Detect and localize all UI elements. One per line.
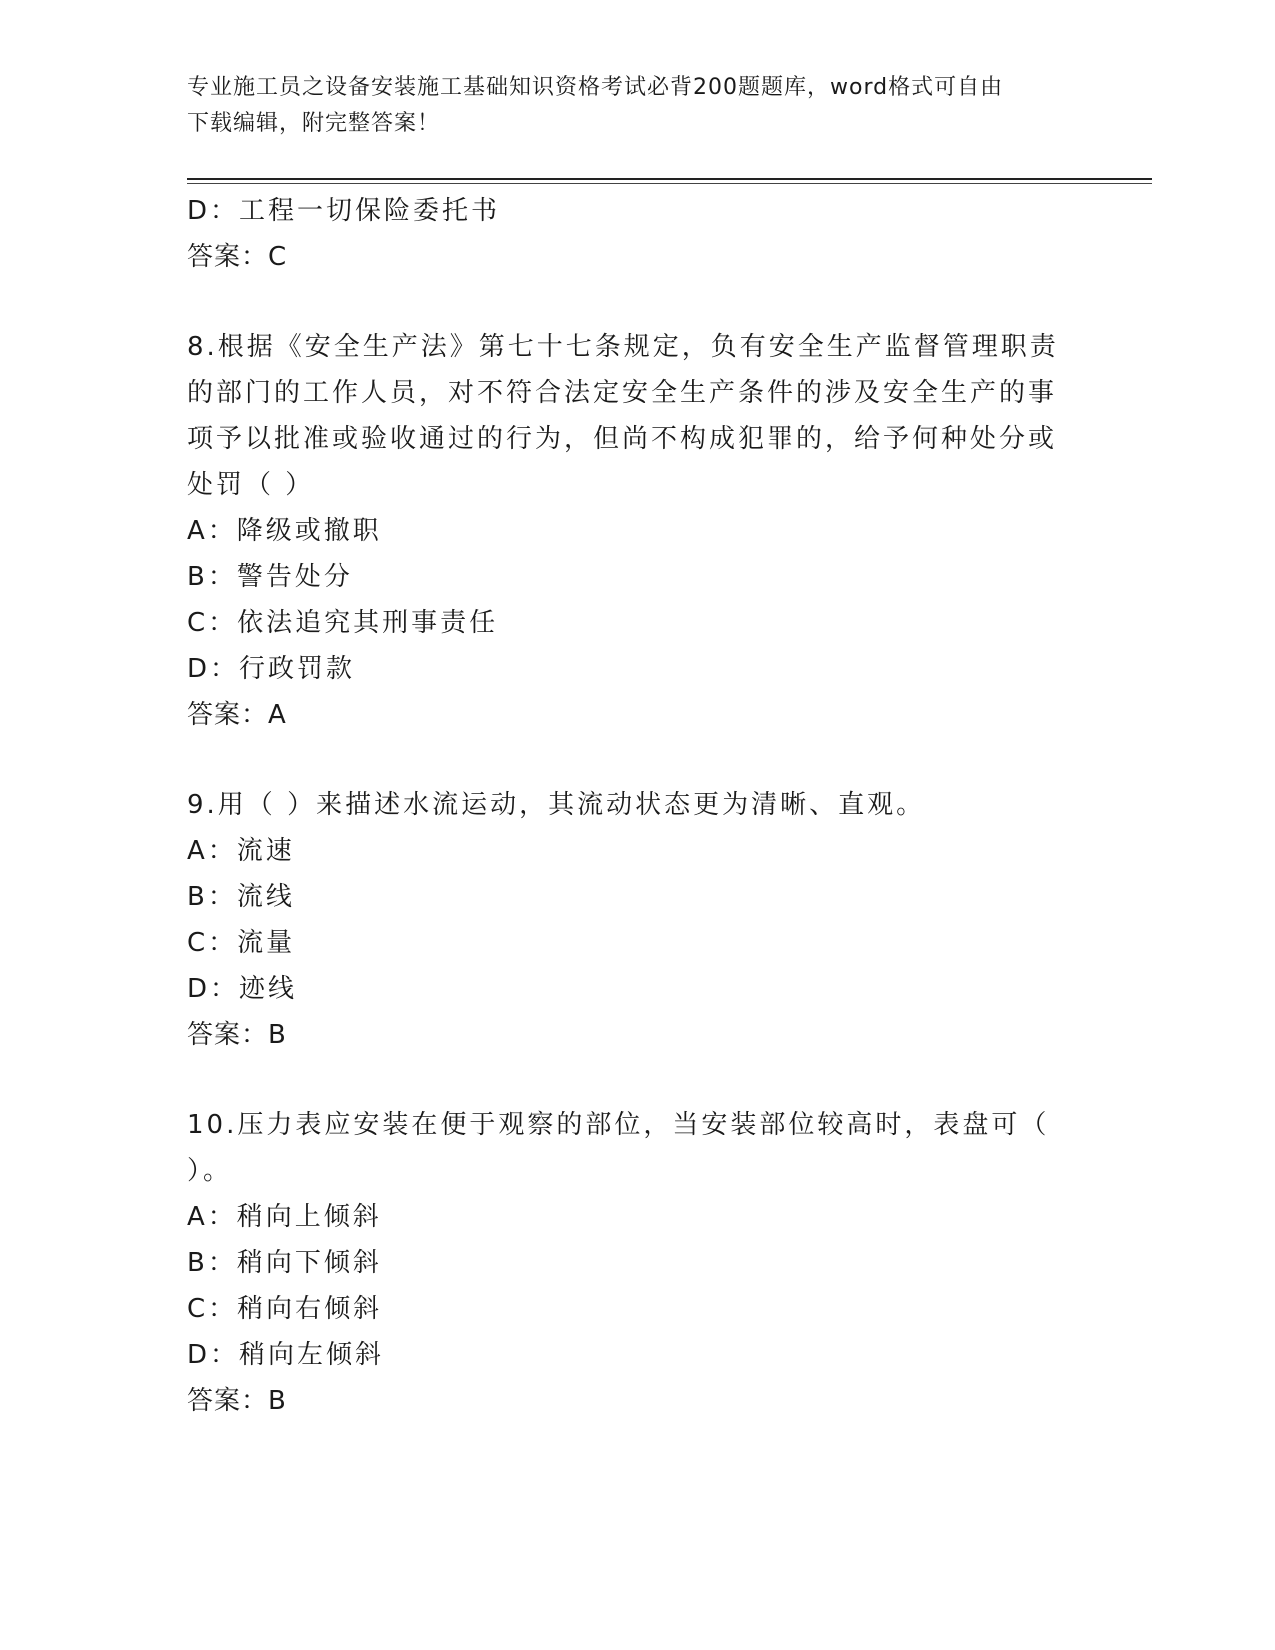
question-10 [187, 1102, 1067, 1424]
question-text-line: 10.压力表应安装在便于观察的部位，当安装部位较高时，表盘可（ [187, 1110, 1050, 1140]
question-text-line: 9.用（ ）来描述水流运动，其流动状态更为清晰、直观。 [187, 790, 926, 820]
answer-line: 答案：C [187, 242, 288, 272]
question-text-line: 的部门的工作人员，对不符合法定安全生产条件的涉及安全生产的事 [187, 378, 1058, 408]
question-text-line: ）。 [187, 1156, 233, 1186]
option-c: C：依法追究其刑事责任 [187, 608, 499, 638]
answer-line: 答案：B [187, 1020, 287, 1050]
option-d: D：工程一切保险委托书 [187, 196, 501, 226]
spacer [187, 738, 1067, 782]
document-header [187, 70, 1067, 142]
spacer [187, 1058, 1067, 1102]
option-a: A：降级或撤职 [187, 516, 382, 546]
header-divider-thin [187, 183, 1152, 184]
question-8 [187, 324, 1067, 738]
option-c: C：流量 [187, 928, 296, 958]
question-text-line: 处罚（ ） [187, 470, 315, 500]
answer-line: 答案：A [187, 700, 287, 730]
header-title-line-2: 下载编辑，附完整答案！ [187, 111, 441, 136]
option-b: B：警告处分 [187, 562, 353, 592]
question-content [187, 188, 1067, 1424]
option-a: A：稍向上倾斜 [187, 1202, 382, 1232]
option-d: D：行政罚款 [187, 654, 356, 684]
option-d: D：迹线 [187, 974, 298, 1004]
spacer [187, 280, 1067, 324]
option-c: C：稍向右倾斜 [187, 1294, 383, 1324]
question-text-line: 8.根据《安全生产法》第七十七条规定，负有安全生产监督管理职责 [187, 332, 1059, 362]
answer-line: 答案：B [187, 1386, 287, 1416]
option-b: B：稍向下倾斜 [187, 1248, 382, 1278]
previous-question-tail [187, 188, 1067, 280]
option-b: B：流线 [187, 882, 295, 912]
header-divider-thick [187, 178, 1152, 180]
option-a: A：流速 [187, 836, 295, 866]
question-text-line: 项予以批准或验收通过的行为，但尚不构成犯罪的，给予何种处分或 [187, 424, 1058, 454]
option-d: D：稍向左倾斜 [187, 1340, 385, 1370]
header-title-line-1: 专业施工员之设备安装施工基础知识资格考试必背200题题库，word格式可自由 [187, 75, 1004, 100]
question-9 [187, 782, 1067, 1058]
